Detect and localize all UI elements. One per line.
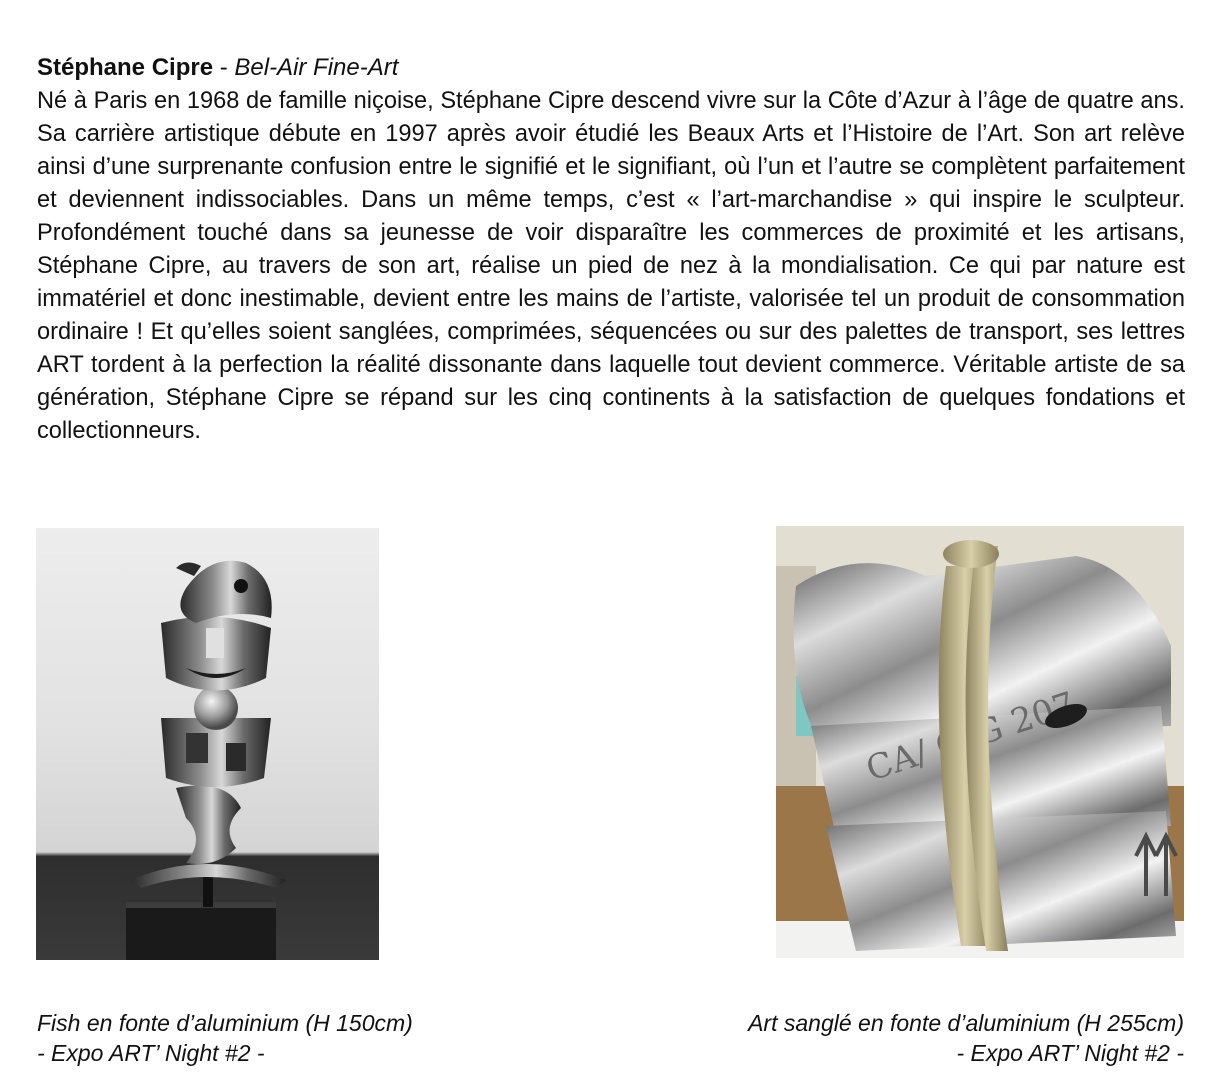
- art-sangle-artwork-caption: [748, 1008, 1184, 1068]
- art-sangle-caption-title: Art sanglé en fonte d’aluminium (H 255cm): [748, 1010, 1184, 1036]
- fish-caption-title: Fish en fonte d’aluminium (H 150cm): [37, 1010, 413, 1036]
- fish-artwork-caption: [37, 1008, 413, 1068]
- art-sangle-caption-exhibition: - Expo ART’ Night #2 -: [956, 1040, 1184, 1066]
- artist-biography: Né à Paris en 1968 de famille niçoise, Stéphane Cipre descend vivre sur la Côte d’Azur à l’âge de quatre ans. Sa carrière artistique débute en 1997 après avoir étudié les Beaux Arts et l’Histoire de l’Art. Son art relève ainsi d’une surprenante confusion entre le signifié et le signifiant, où l’un et l’autre se complètent parfaitement et deviennent indissociables. Dans un même temps, c’est « l’art-marchandise » qui inspire le sculpteur. Profondément touché dans sa jeunesse de voir disparaître les commerces de proximité et les artisans, Stéphane Cipre, au travers de son art, réalise un pied de nez à la mondialisation. Ce qui par nature est immatériel et donc inestimable, devient entre les mains de l’artiste, valorisée tel un produit de consommation ordinaire ! Et qu’elles soient sanglées, comprimées, séquencées ou sur des palettes de transport, ses lettres ART tordent à la perfection la réalité dissonante dans laquelle tout devient commerce. Véritable artiste de sa génération, Stéphane Cipre se répand sur les cinq continents à la satisfaction de quelques fondations et collectionneurs.: [37, 88, 1185, 444]
- fish-sculpture-photo: [36, 528, 379, 960]
- gallery-name: Bel-Air Fine-Art: [234, 54, 399, 81]
- fish-caption-exhibition: - Expo ART’ Night #2 -: [37, 1040, 265, 1066]
- svg-text:CA/ OIG 207: CA/ 207: [861, 684, 1081, 790]
- art-sangle-sculpture-photo: [776, 526, 1184, 958]
- artist-name: Stéphane Cipre: [37, 54, 214, 81]
- document-header: [37, 52, 1187, 84]
- header-separator: -: [213, 54, 235, 81]
